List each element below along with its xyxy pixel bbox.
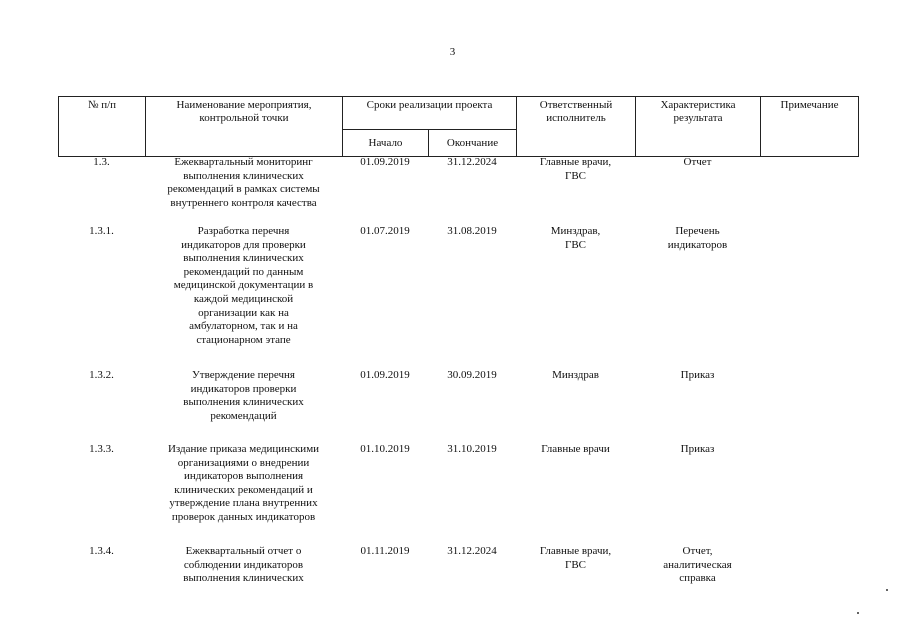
end-date: 31.12.2024 (447, 545, 497, 557)
responsible: Главные врачи, ГВС (539, 156, 612, 182)
end-date: 31.08.2019 (447, 225, 497, 237)
row-number: 1.3.4. (89, 545, 114, 557)
start-date: 01.09.2019 (360, 369, 410, 381)
activity-name: Утверждение перечня индикаторов проверки выполнения клинических рекомендаций (183, 369, 304, 422)
header-name: Наименование мероприятия, контрольной точки (146, 97, 343, 157)
table-row (58, 369, 858, 423)
activity-name: Ежеквартальный отчет о соблюдении индикаторов выполнения клинических (183, 545, 304, 585)
result: Перечень индикаторов (667, 225, 728, 251)
table-row (58, 545, 858, 586)
responsible: Главные врачи, ГВС (539, 545, 612, 571)
start-date: 01.11.2019 (360, 545, 410, 557)
result: Приказ (680, 443, 715, 455)
responsible: Минздрав, ГВС (550, 225, 601, 251)
end-date: 31.12.2024 (447, 156, 497, 168)
scan-speck (857, 612, 859, 614)
page-number: 3 (449, 46, 456, 58)
end-date: 30.09.2019 (447, 369, 497, 381)
row-number: 1.3.2. (89, 369, 114, 381)
start-date: 01.07.2019 (360, 225, 410, 237)
responsible: Главные врачи (541, 443, 610, 455)
start-date: 01.09.2019 (360, 156, 410, 168)
table-row (58, 443, 858, 525)
result: Отчет (683, 156, 712, 168)
header-result: Характеристика результата (636, 97, 761, 157)
responsible: Минздрав (552, 369, 599, 381)
header-start: Начало (343, 130, 429, 157)
table-row (58, 225, 858, 347)
row-number: 1.3.1. (89, 225, 114, 237)
header-period: Сроки реализации проекта (343, 97, 517, 130)
table-row (58, 156, 858, 210)
activity-name: Ежеквартальный мониторинг выполнения клинических рекомендаций в рамках системы внутреннего контроля качества (167, 156, 320, 209)
table-header (58, 96, 859, 157)
activity-name: Разработка перечня индикаторов для проверки выполнения клинических рекомендаций по данным медицинской документации в каждой медицинской организации как на амбулаторном, так и на стационарном этапе (173, 225, 314, 346)
header-num: № п/п (59, 97, 146, 157)
row-number: 1.3.3. (89, 443, 114, 455)
result: Отчет, аналитическая справка (663, 545, 732, 585)
header-end: Окончание (429, 130, 517, 157)
end-date: 31.10.2019 (447, 443, 497, 455)
header-note: Примечание (761, 97, 859, 157)
row-number: 1.3. (93, 156, 110, 168)
start-date: 01.10.2019 (360, 443, 410, 455)
scan-speck (886, 589, 888, 591)
header-responsible: Ответственный исполнитель (517, 97, 636, 157)
result: Приказ (680, 369, 715, 381)
activity-name: Издание приказа медицинскими организациями о внедрении индикаторов выполнения клинических рекомендаций и утверждение плана внутренних проверок данных индикаторов (167, 443, 320, 523)
